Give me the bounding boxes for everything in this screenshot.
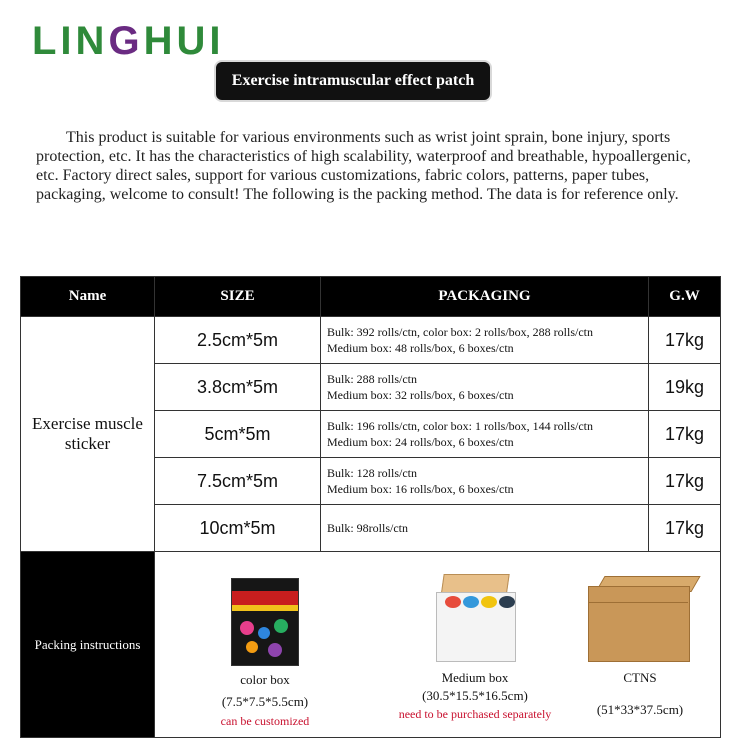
packaging-cell (321, 411, 649, 458)
table-row (21, 317, 721, 364)
carton-image (588, 586, 690, 662)
gw-cell: 19kg (649, 364, 721, 411)
color-box-label: color box (240, 672, 290, 687)
brand-logo-part2: G (108, 18, 144, 63)
ctns-dims: (51*33*37.5cm) (596, 702, 684, 717)
packaging-line-2: Medium box: 48 rolls/box, 6 boxes/ctn (327, 341, 514, 355)
header-size: SIZE (155, 277, 321, 317)
brand-logo-part1: LIN (32, 18, 109, 63)
packaging-line-1: Bulk: 288 rolls/ctn (327, 372, 417, 386)
packaging-line-1: Bulk: 392 rolls/ctn, color box: 2 rolls/box, 288 rolls/ctn (327, 325, 593, 339)
gw-cell: 17kg (649, 458, 721, 505)
packing-instructions-label: Packing instructions (21, 552, 155, 738)
medium-box-label: Medium box (441, 670, 509, 685)
size-cell: 7.5cm*5m (155, 458, 321, 505)
packaging-cell (321, 364, 649, 411)
product-name: Exercise muscle sticker (21, 317, 155, 552)
packaging-cell (321, 317, 649, 364)
intro-paragraph: This product is suitable for various environments such as wrist joint sprain, bone injury, sports protection, etc. It has the characteristics of high scalability, waterproof and breathable, hypoallergenic, etc. Factory direct sales, support for various customizations, fabric colors, patterns, paper tubes, packaging, welcome to consult! The following is the packing method. The data is for reference only. (36, 129, 691, 203)
gw-cell: 17kg (649, 411, 721, 458)
color-box-dims: (7.5*7.5*5.5cm) (221, 694, 309, 709)
table-header-row (21, 277, 721, 317)
size-cell: 10cm*5m (155, 505, 321, 552)
size-cell: 3.8cm*5m (155, 364, 321, 411)
gw-cell: 17kg (649, 317, 721, 364)
medium-box-dims: (30.5*15.5*16.5cm) (422, 688, 528, 703)
packaging-line-1: Bulk: 196 rolls/ctn, color box: 1 rolls/box, 144 rolls/ctn (327, 419, 593, 433)
gw-cell: 17kg (649, 505, 721, 552)
packing-row (21, 552, 721, 738)
page-title: Exercise intramuscular effect patch (216, 62, 490, 100)
medium-box-note: need to be purchased separately (398, 707, 552, 721)
header-packaging: PACKAGING (321, 277, 649, 317)
packaging-line-2: Medium box: 16 rolls/box, 6 boxes/ctn (327, 482, 514, 496)
packaging-cell (321, 458, 649, 505)
size-cell: 2.5cm*5m (155, 317, 321, 364)
packing-illustrations (155, 552, 721, 738)
color-box-image (231, 578, 299, 666)
header-name: Name (21, 277, 155, 317)
packaging-line-2: Medium box: 24 rolls/box, 6 boxes/ctn (327, 435, 514, 449)
brand-logo-part3: HUI (143, 18, 225, 63)
packaging-cell (321, 505, 649, 552)
color-box-note: can be customized (220, 714, 310, 728)
brand-logo (32, 18, 225, 63)
packing-table (20, 276, 721, 738)
packaging-line-1: Bulk: 128 rolls/ctn (327, 466, 417, 480)
packaging-line-1: Bulk: 98rolls/ctn (327, 521, 408, 535)
packaging-line-2: Medium box: 32 rolls/box, 6 boxes/ctn (327, 388, 514, 402)
size-cell: 5cm*5m (155, 411, 321, 458)
header-gw: G.W (649, 277, 721, 317)
ctns-label: CTNS (623, 670, 657, 685)
